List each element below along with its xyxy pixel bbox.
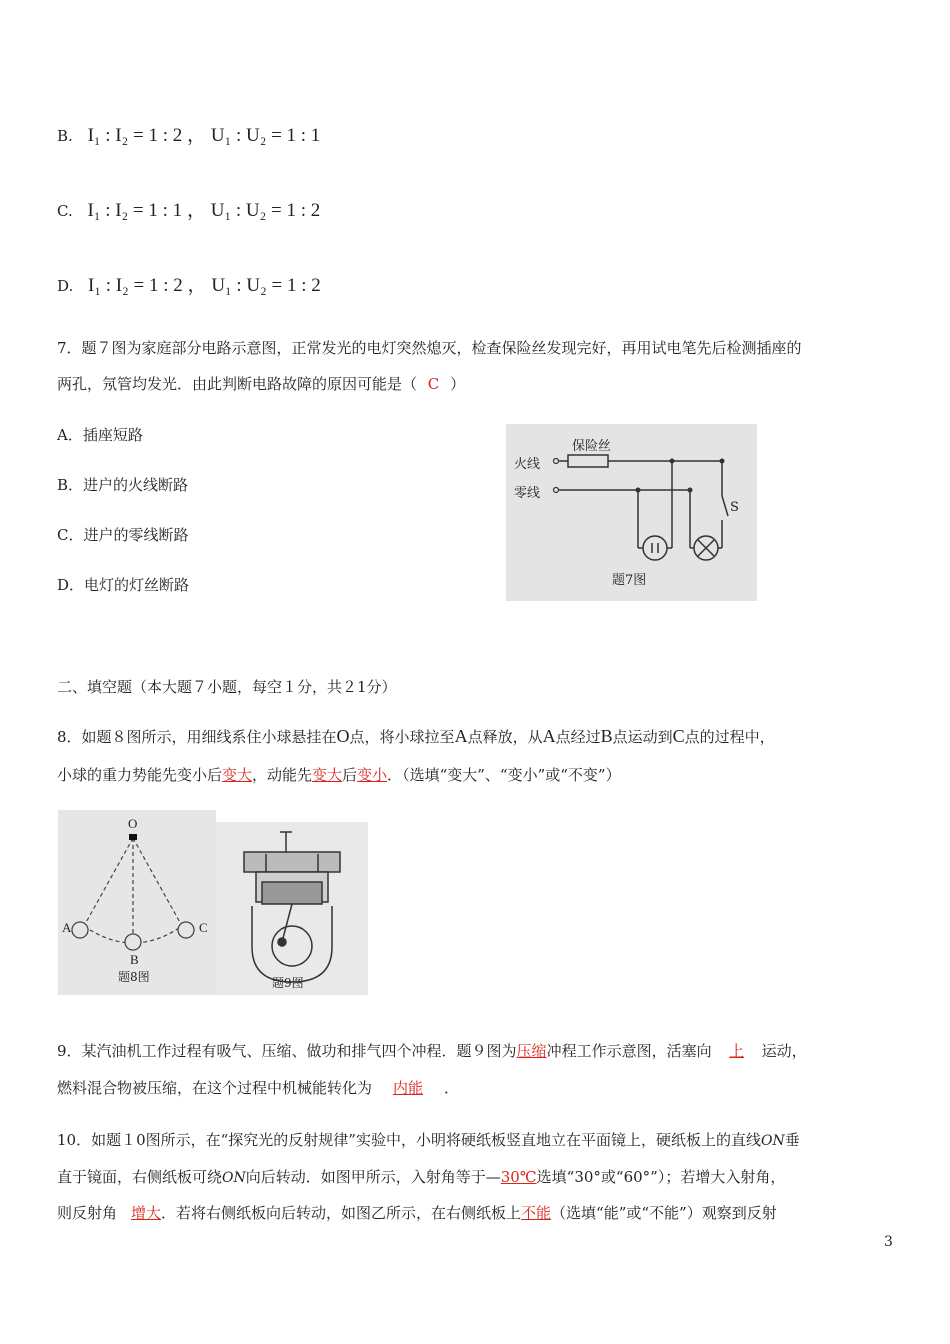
page-number: 3 bbox=[884, 1234, 893, 1250]
point-a-label: A bbox=[62, 920, 72, 935]
q7-option-b: B．进户的火线断路 bbox=[57, 476, 189, 494]
voltage-ratio: U₁ : U₂ = 1 : 1 bbox=[210, 125, 321, 146]
q9-answer-2: 上 bbox=[729, 1042, 745, 1060]
voltage-ratio: U₁ : U₂ = 1 : 2 bbox=[211, 275, 321, 296]
q8-line2: 小球的重力势能先变小后变大，动能先变大后变小．（选填“变大”、“变小”或“不变”） bbox=[57, 766, 621, 784]
option-label: B. bbox=[57, 127, 73, 145]
q7-option-a: A．插座短路 bbox=[57, 426, 143, 444]
point-b-label: B bbox=[130, 952, 139, 967]
q7-stem-line1: 7．题７图为家庭部分电路示意图，正常发光的电灯突然熄灭，检查保险丝发现完好，再用试电笔先后检测插座的 bbox=[57, 339, 802, 357]
q7-option-c: C．进户的零线断路 bbox=[57, 526, 189, 544]
q6-option-b: B. I₁ : I₂ = 1 : 2 ， U₁ : U₂ = 1 : 1 bbox=[57, 125, 321, 146]
q7-answer: C bbox=[427, 375, 440, 393]
figure-caption: 题7图 bbox=[612, 573, 647, 588]
q10-answer-3: 不能 bbox=[521, 1204, 552, 1222]
q10-line2: 直于镜面，右侧纸板可绕ON向后转动．如图甲所示，入射角等于—30℃选填“30°或“60°”）；若增大入射角， bbox=[57, 1168, 786, 1186]
q10-line3: 则反射角 增大．若将右侧纸板向后转动，如图乙所示，在右侧纸板上不能（选填“能”或“不能”）观察到反射 bbox=[57, 1204, 777, 1222]
q8-answer-1: 变大 bbox=[222, 766, 253, 784]
q8-answer-2: 变大 bbox=[312, 766, 343, 784]
voltage-ratio: U₁ : U₂ = 1 : 2 bbox=[210, 200, 321, 221]
neutral-wire-label: 零线 bbox=[514, 486, 541, 501]
current-ratio: I₁ : I₂ = 1 : 2 bbox=[87, 125, 183, 146]
q9-line1: 9．某汽油机工作过程有吸气、压缩、做功和排气四个冲程．题９图为压缩冲程工作示意图，活塞向 上 运动， bbox=[57, 1042, 807, 1060]
q6-option-c: C. I₁ : I₂ = 1 : 1 ， U₁ : U₂ = 1 : 2 bbox=[57, 200, 321, 221]
fuse-label: 保险丝 bbox=[572, 439, 612, 454]
switch-label: S bbox=[730, 500, 739, 515]
q7-option-d: D．电灯的灯丝断路 bbox=[57, 576, 190, 594]
current-ratio: I₁ : I₂ = 1 : 2 bbox=[88, 275, 183, 296]
q9-answer-3: 内能 bbox=[393, 1079, 424, 1097]
current-ratio: I₁ : I₂ = 1 : 1 bbox=[87, 200, 183, 221]
q7-circuit-figure bbox=[506, 424, 757, 601]
point-o-label: O bbox=[128, 816, 138, 831]
q7-stem-line2: 两孔，氖管均发光．由此判断电路故障的原因可能是（ C ） bbox=[57, 375, 466, 393]
q8-pendulum-figure bbox=[58, 810, 216, 995]
figure-caption: 题9图 bbox=[272, 976, 304, 990]
q10-line1: 10．如题１0图所示，在“探究光的反射规律”实验中，小明将硬纸板竖直地立在平面镜上，硬纸板上的直线ON垂 bbox=[57, 1131, 800, 1149]
q8-answer-3: 变小 bbox=[357, 766, 388, 784]
q9-engine-figure bbox=[216, 822, 368, 995]
point-c-label: C bbox=[199, 920, 208, 935]
section-heading: 二、填空题（本大题７小题，每空１分，共２1分） bbox=[57, 678, 397, 696]
q10-answer-1: 30℃ bbox=[500, 1168, 537, 1186]
live-wire-label: 火线 bbox=[514, 457, 541, 472]
option-label: C. bbox=[57, 202, 73, 220]
q9-answer-1: 压缩 bbox=[516, 1042, 547, 1060]
q10-answer-2: 增大 bbox=[131, 1204, 162, 1222]
q6-option-d: D. I₁ : I₂ = 1 : 2 ， U₁ : U₂ = 1 : 2 bbox=[57, 275, 321, 296]
q9-line2: 燃料混合物被压缩，在这个过程中机械能转化为 内能 ． bbox=[57, 1079, 460, 1097]
figure-caption: 题8图 bbox=[118, 970, 150, 984]
q8-line1: 8．如题８图所示，用细线系住小球悬挂在O点，将小球拉至A点释放，从A点经过B点运动到C点的过程中， bbox=[57, 726, 775, 746]
option-label: D. bbox=[57, 277, 74, 295]
